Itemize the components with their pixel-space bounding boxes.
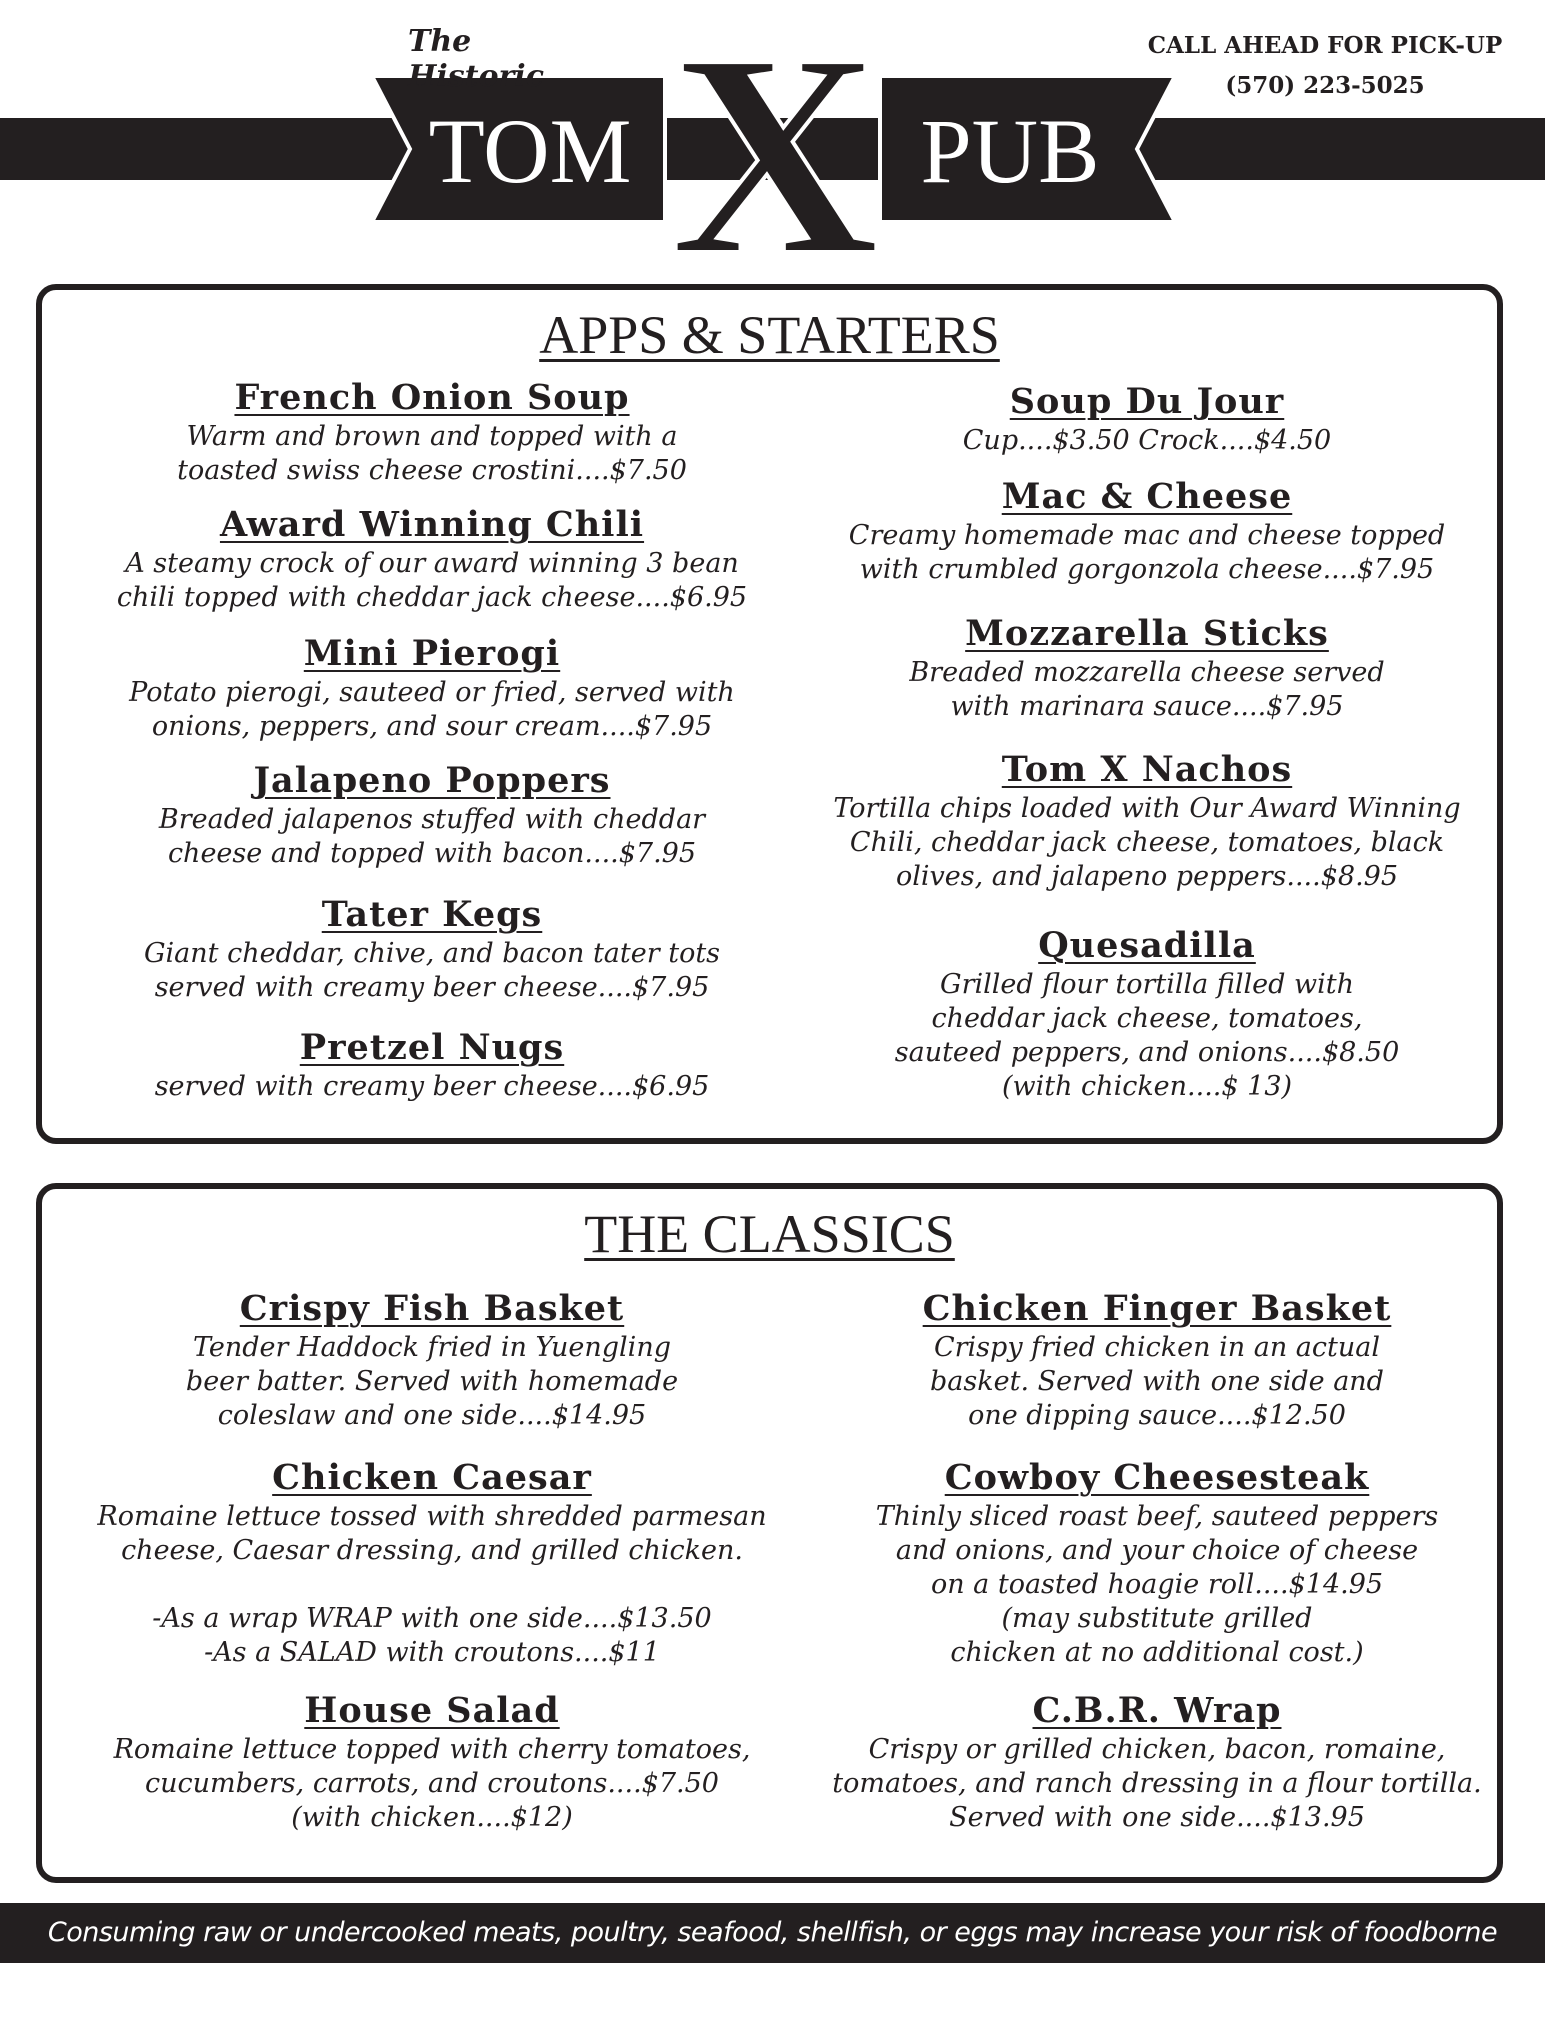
item-name: Tater Kegs bbox=[321, 894, 543, 935]
menu-item bbox=[62, 632, 802, 744]
menu-item bbox=[62, 759, 802, 871]
item-description: Creamy homemade mac and cheese topped with crumbled gorgonzola cheese....$7.95 bbox=[848, 520, 1446, 585]
item-name: Chicken Caesar bbox=[272, 1457, 592, 1498]
menu-item bbox=[817, 612, 1477, 724]
item-name: Soup Du Jour bbox=[1009, 381, 1285, 422]
item-name: Pretzel Nugs bbox=[299, 1027, 565, 1068]
menu-item bbox=[52, 1456, 812, 1670]
tagline: The Historic bbox=[408, 24, 544, 94]
menu-item bbox=[52, 1689, 812, 1835]
menu-item bbox=[52, 1287, 812, 1433]
logo-tom: TOM bbox=[428, 100, 632, 202]
item-name: C.B.R. Wrap bbox=[1032, 1690, 1282, 1731]
item-description: Romaine lettuce tossed with shredded parmesan cheese, Caesar dressing, and grilled chicken. -As a wrap WRAP with one side....$13.50 -As a SALAD with croutons....$11 bbox=[97, 1501, 767, 1668]
menu-item bbox=[817, 748, 1477, 894]
item-name: Award Winning Chili bbox=[219, 504, 645, 545]
item-description: Tender Haddock fried in Yuengling beer batter. Served with homemade coleslaw and one side....$14.95 bbox=[185, 1332, 679, 1431]
item-name: Cowboy Cheesesteak bbox=[944, 1457, 1370, 1498]
menu-item bbox=[817, 924, 1477, 1104]
item-description: served with creamy beer cheese....$6.95 bbox=[154, 1071, 710, 1102]
item-description: Cup....$3.50 Crock....$4.50 bbox=[962, 425, 1332, 456]
item-description: Crispy fried chicken in an actual basket. Served with one side and one dipping sauce....$12.50 bbox=[930, 1332, 1384, 1431]
item-name: Mozzarella Sticks bbox=[965, 613, 1329, 654]
apps-right-column bbox=[817, 290, 1477, 1140]
apps-panel bbox=[36, 284, 1503, 1144]
item-name: Jalapeno Poppers bbox=[253, 760, 611, 801]
header bbox=[0, 0, 1545, 270]
menu-item bbox=[817, 1287, 1497, 1433]
item-name: Quesadilla bbox=[1038, 925, 1256, 966]
item-description: Breaded mozzarella cheese served with marinara sauce....$7.95 bbox=[909, 657, 1385, 722]
menu-item bbox=[62, 1026, 802, 1104]
call-ahead-label: CALL AHEAD FOR PICK-UP bbox=[1147, 32, 1503, 59]
item-description: A steamy crock of our award winning 3 bean chili topped with cheddar jack cheese....$6.95 bbox=[116, 548, 748, 613]
item-description: Grilled flour tortilla filled with cheddar jack cheese, tomatoes, sauteed peppers, and onions....$8.50 (with chicken....$ 13) bbox=[894, 969, 1400, 1102]
item-name: French Onion Soup bbox=[234, 377, 630, 418]
item-description: Thinly sliced roast beef, sauteed peppers and onions, and your choice of cheese on a toasted hoagie roll....$14.95 (may substitute grilled chicken at no additional cost.) bbox=[875, 1501, 1439, 1668]
item-description: Warm and brown and topped with a toasted swiss cheese crostini....$7.50 bbox=[177, 421, 687, 486]
item-description: Giant cheddar, chive, and bacon tater tots served with creamy beer cheese....$7.95 bbox=[143, 938, 721, 1003]
item-description: Crispy or grilled chicken, bacon, romaine, tomatoes, and ranch dressing in a flour tortilla. Served with one side....$13.95 bbox=[832, 1734, 1482, 1833]
classics-left-column bbox=[52, 1189, 812, 1879]
menu-item bbox=[817, 1456, 1497, 1670]
classics-panel bbox=[36, 1183, 1503, 1883]
item-name: Tom X Nachos bbox=[1001, 749, 1293, 790]
menu-item bbox=[62, 376, 802, 488]
item-name: Chicken Finger Basket bbox=[922, 1288, 1392, 1329]
menu-item bbox=[817, 380, 1477, 458]
logo-x: X bbox=[670, 0, 880, 270]
apps-left-column bbox=[62, 290, 802, 1140]
item-name: House Salad bbox=[304, 1690, 560, 1731]
menu-item bbox=[817, 475, 1477, 587]
logo-pub: PUB bbox=[920, 100, 1100, 202]
menu-item bbox=[62, 503, 802, 615]
phone-number: (570) 223-5025 bbox=[1225, 72, 1425, 99]
item-name: Mac & Cheese bbox=[1001, 476, 1293, 517]
item-description: Potato pierogi, sauteed or fried, served with onions, peppers, and sour cream....$7.95 bbox=[129, 677, 735, 742]
menu-item bbox=[817, 1689, 1497, 1835]
apps-title: APPS & STARTERS bbox=[539, 305, 1000, 365]
call-ahead bbox=[1130, 26, 1520, 106]
item-description: Breaded jalapenos stuffed with cheddar cheese and topped with bacon....$7.95 bbox=[158, 804, 706, 869]
menu-item bbox=[62, 893, 802, 1005]
item-name: Mini Pierogi bbox=[303, 633, 561, 674]
item-description: Romaine lettuce topped with cherry tomatoes, cucumbers, carrots, and croutons....$7.50 (with chicken....$12) bbox=[113, 1734, 751, 1833]
item-description: Tortilla chips loaded with Our Award Winning Chili, cheddar jack cheese, tomatoes, black olives, and jalapeno peppers....$8.95 bbox=[833, 793, 1461, 892]
classics-right-column bbox=[817, 1189, 1497, 1879]
item-name: Crispy Fish Basket bbox=[239, 1288, 625, 1329]
classics-title: THE CLASSICS bbox=[584, 1204, 955, 1264]
health-warning-footer: Consuming raw or undercooked meats, poultry, seafood, shellfish, or eggs may increase your risk of foodborne illness. bbox=[0, 1903, 1545, 1963]
